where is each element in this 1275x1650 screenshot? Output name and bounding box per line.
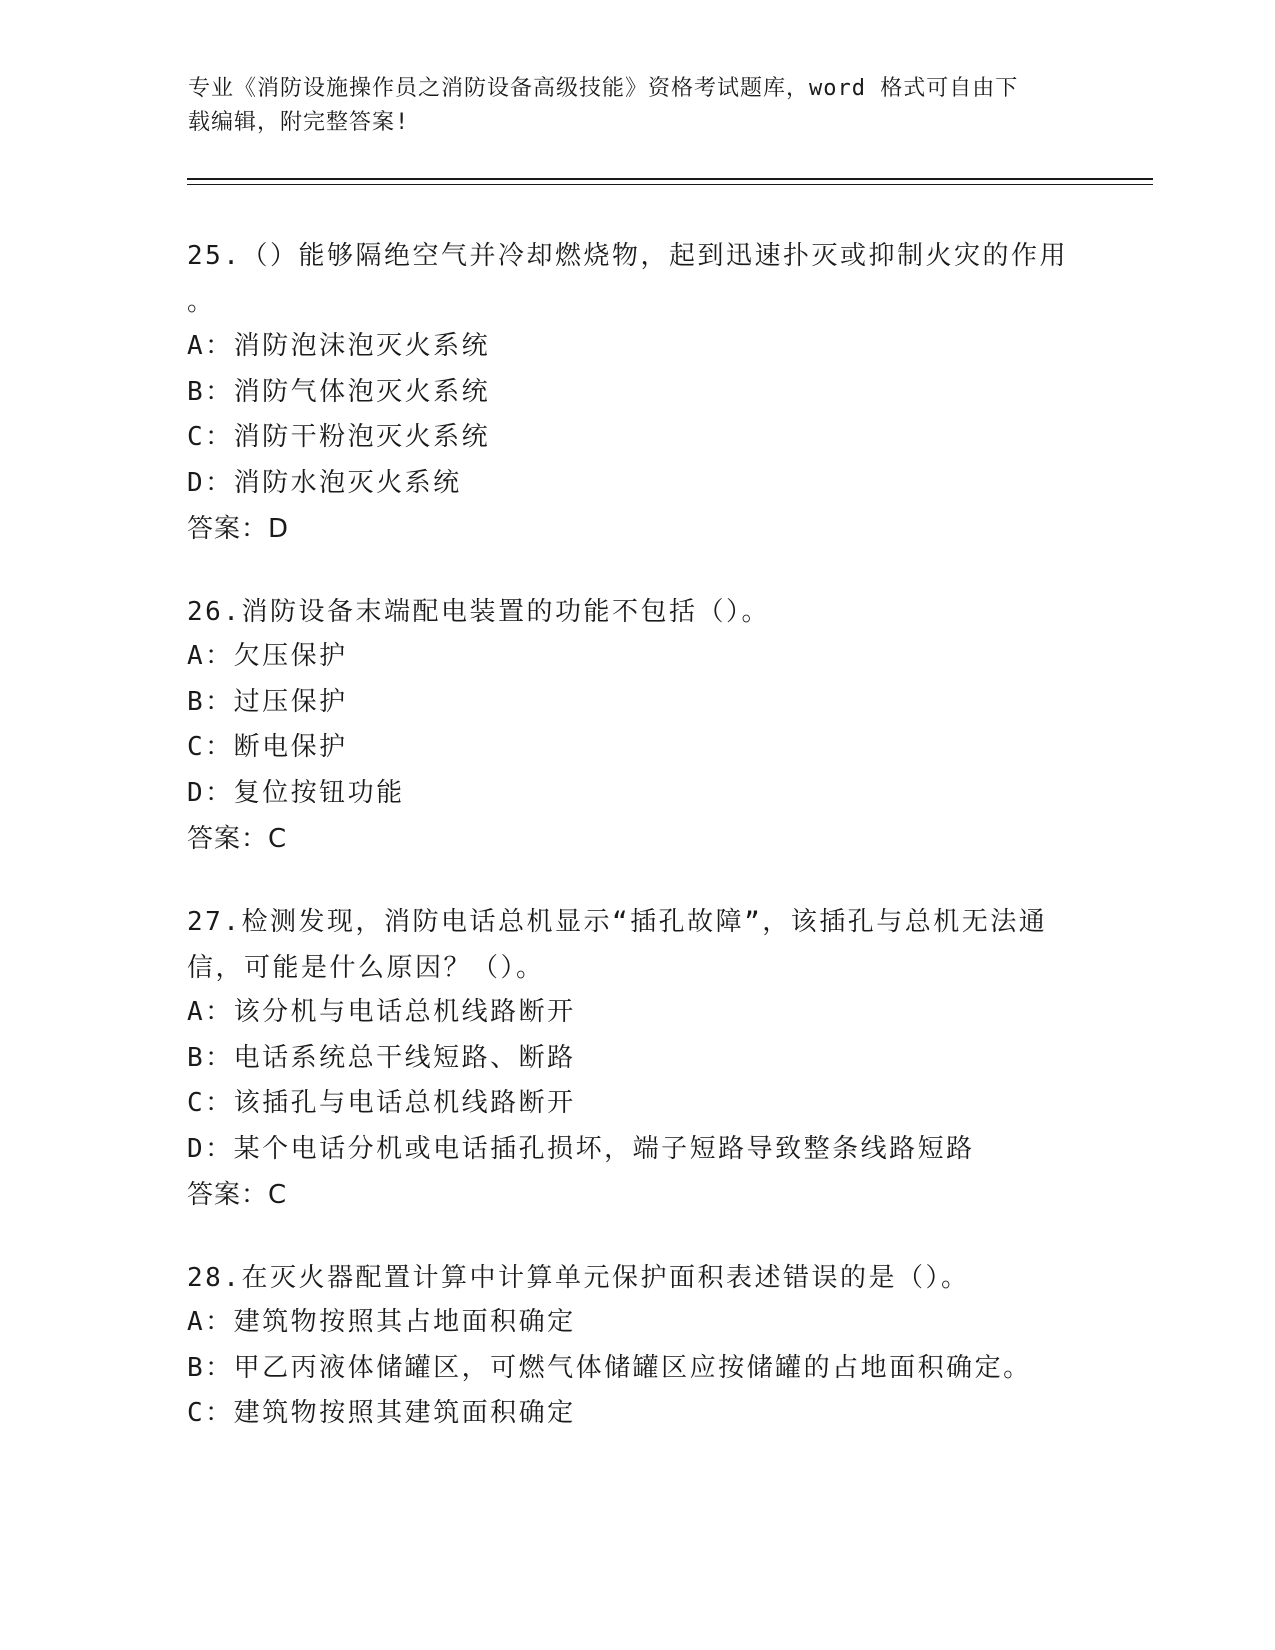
question-stem-line: 28.在灭火器配置计算中计算单元保护面积表述错误的是（）。	[187, 1263, 970, 1293]
question-28	[187, 1255, 1087, 1437]
document-header	[188, 72, 1068, 140]
option-a: A：消防泡沫泡灭火系统	[187, 331, 491, 361]
option-a: A：该分机与电话总机线路断开	[187, 997, 576, 1027]
option-d: D：某个电话分机或电话插孔损坏，端子短路导致整条线路短路	[187, 1133, 975, 1164]
question-stem	[187, 899, 1087, 991]
answer: 答案：D	[187, 514, 290, 544]
header-line-1: 专业《消防设施操作员之消防设备高级技能》资格考试题库，word 格式可自由下	[188, 76, 1019, 101]
option-b: B：甲乙丙液体储罐区，可燃气体储罐区应按储罐的占地面积确定。	[187, 1352, 1032, 1383]
question-list	[187, 233, 1087, 1474]
question-stem-line: 27.检测发现，消防电话总机显示“插孔故障”，该插孔与总机无法通	[187, 907, 1048, 937]
option-a: A：欠压保护	[187, 641, 348, 671]
header-line-2: 载编辑，附完整答案!	[188, 110, 410, 135]
option-c: C：建筑物按照其建筑面积确定	[187, 1398, 576, 1428]
answer: 答案：C	[187, 1180, 288, 1210]
question-stem	[187, 233, 1087, 325]
question-stem-line: 25.（）能够隔绝空气并冷却燃烧物，起到迅速扑灭或抑制火灾的作用	[187, 241, 1068, 271]
header-divider	[187, 178, 1153, 185]
option-a: A：建筑物按照其占地面积确定	[187, 1307, 576, 1337]
option-c: C：断电保护	[187, 732, 348, 762]
option-d: D：复位按钮功能	[187, 777, 405, 808]
option-b: B：消防气体泡灭火系统	[187, 376, 491, 407]
question-25	[187, 233, 1087, 552]
question-stem-line: 信，可能是什么原因？（）。	[187, 953, 545, 983]
question-stem-line: 。	[187, 287, 216, 317]
question-stem-line: 26.消防设备末端配电装置的功能不包括（）。	[187, 597, 770, 627]
option-b: B：过压保护	[187, 686, 348, 717]
question-stem	[187, 589, 1087, 635]
option-b: B：电话系统总干线短路、断路	[187, 1042, 576, 1073]
question-27	[187, 899, 1087, 1218]
option-c: C：该插孔与电话总机线路断开	[187, 1088, 576, 1118]
option-d: D：消防水泡灭火系统	[187, 467, 462, 498]
question-stem	[187, 1255, 1087, 1301]
option-c: C：消防干粉泡灭火系统	[187, 422, 491, 452]
answer: 答案：C	[187, 824, 288, 854]
question-26	[187, 589, 1087, 862]
